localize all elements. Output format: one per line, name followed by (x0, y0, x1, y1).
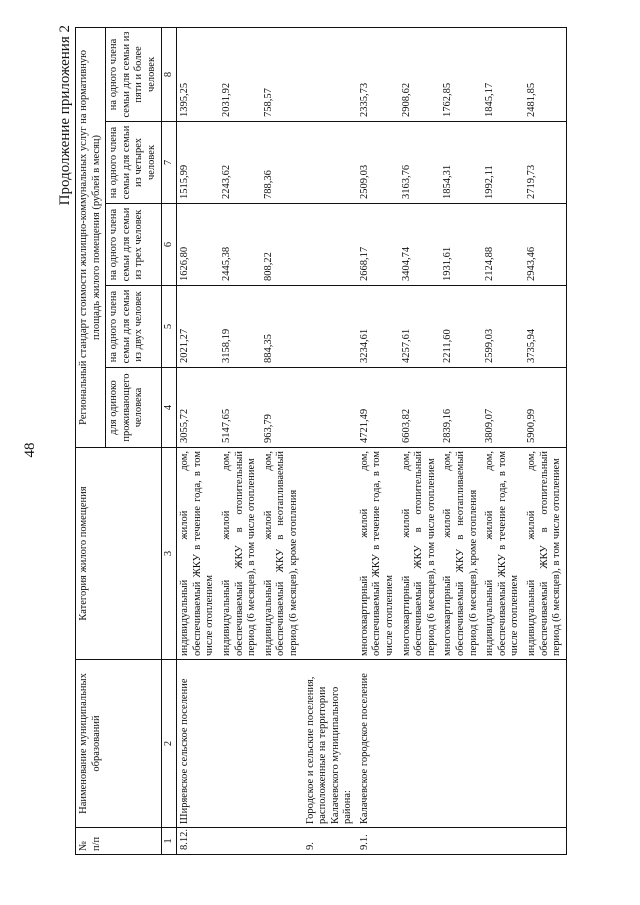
row-number: 9.1. (357, 828, 399, 855)
column-number: 3 (161, 448, 177, 660)
tariff-value: 5900,99 (524, 368, 566, 448)
tariff-value: 4721,49 (357, 368, 399, 448)
municipality-name (261, 660, 303, 828)
tariff-value: 2719,73 (524, 122, 566, 204)
row-number (440, 828, 482, 855)
tariff-value: 758,57 (261, 27, 303, 121)
tariff-value: 2908,62 (399, 27, 441, 121)
tariff-value: 884,35 (261, 286, 303, 368)
header-four-person-family: на одного члена семьи для семьи из четырех человек (106, 122, 161, 204)
header-three-person-family: на одного члена семьи для семьи из трех человек (106, 204, 161, 286)
tariff-value: 2943,46 (524, 204, 566, 286)
tariff-value: 1854,31 (440, 122, 482, 204)
housing-category: индивидуальный жилой дом, обеспечиваемый ЖКУ в течение года, в том числе отоплением (177, 448, 219, 660)
table-row (177, 27, 219, 854)
tariff-value: 2211,60 (440, 286, 482, 368)
municipality-name (440, 660, 482, 828)
header-single-person: для одиноко проживающего человека (106, 368, 161, 448)
tariff-value: 1395,25 (177, 27, 219, 121)
municipality-name (399, 660, 441, 828)
tariff-value (303, 204, 357, 286)
tariff-value: 1845,17 (482, 27, 524, 121)
continuation-label: Продолжение приложения 2 (57, 25, 73, 206)
tariff-value (303, 27, 357, 121)
header-five-plus-family: на одного члена семьи для семьи из пяти и более человек (106, 27, 161, 121)
housing-category: многоквартирный жилой дом, обеспечиваемый ЖКУ в течение года, в том числе отоплением (357, 448, 399, 660)
column-number: 2 (161, 660, 177, 828)
tariff-value: 3404,74 (399, 204, 441, 286)
tariff-value: 2599,03 (482, 286, 524, 368)
tariff-value: 2839,16 (440, 368, 482, 448)
municipality-name (219, 660, 261, 828)
tariff-value: 3234,61 (357, 286, 399, 368)
header-standard: Региональный стандарт стоимости жилищно-коммунальных услуг на нормативную площадь жилого помещения (рублей в месяц) (76, 27, 106, 447)
tariff-value: 2124,88 (482, 204, 524, 286)
housing-category: многоквартирный жилой дом, обеспечиваемый ЖКУ в отопительный период (6 месяцев), в том числе отоплением (399, 448, 441, 660)
header-category: Категория жилого помещения (76, 448, 162, 660)
tariff-value (303, 122, 357, 204)
tariff-value: 2021,27 (177, 286, 219, 368)
tariff-value: 1762,85 (440, 27, 482, 121)
tariff-value: 1992,11 (482, 122, 524, 204)
tariff-value: 3163,76 (399, 122, 441, 204)
tariff-value (303, 286, 357, 368)
tariff-value: 2243,62 (219, 122, 261, 204)
row-number: 8.12. (177, 828, 219, 855)
header-two-person-family: на одного члена семьи для семьи из двух человек (106, 286, 161, 368)
table-row (219, 27, 261, 854)
page-number: 48 (22, 442, 38, 458)
column-number: 8 (161, 27, 177, 121)
tariff-value (303, 368, 357, 448)
row-number (524, 828, 566, 855)
column-number: 6 (161, 204, 177, 286)
tariff-value: 788,36 (261, 122, 303, 204)
tariff-value: 3158,19 (219, 286, 261, 368)
table-body (177, 27, 567, 854)
tariff-value: 4257,61 (399, 286, 441, 368)
table-row (303, 27, 357, 854)
tariff-value: 1626,80 (177, 204, 219, 286)
column-number: 5 (161, 286, 177, 368)
tariff-value: 2481,85 (524, 27, 566, 121)
housing-category: многоквартирный жилой дом, обеспечиваемый ЖКУ в неотапливаемый период (6 месяцев), кроме отопления (440, 448, 482, 660)
tariff-value: 1515,99 (177, 122, 219, 204)
tariff-value: 808,22 (261, 204, 303, 286)
municipality-name: Калачевское городское поселение (357, 660, 399, 828)
table-row (440, 27, 482, 854)
tariff-value: 6603,82 (399, 368, 441, 448)
tariff-value: 2445,38 (219, 204, 261, 286)
header-name: Наименование муниципальных образований (76, 660, 162, 828)
municipality-name: Городское и сельские поселения, расположенные на территории Калачевского муниципального района: (303, 660, 357, 828)
column-number: 4 (161, 368, 177, 448)
tariff-value: 3809,07 (482, 368, 524, 448)
table-row (357, 27, 399, 854)
column-number: 1 (161, 828, 177, 855)
table-row (399, 27, 441, 854)
header-num: № п/п (76, 828, 162, 855)
tariff-value: 2668,17 (357, 204, 399, 286)
table-row (482, 27, 524, 854)
tariff-value: 963,79 (261, 368, 303, 448)
row-number (399, 828, 441, 855)
tariff-table (75, 27, 567, 855)
tariff-value: 3055,72 (177, 368, 219, 448)
tariff-value: 2031,92 (219, 27, 261, 121)
housing-category: индивидуальный жилой дом, обеспечиваемый ЖКУ в отопительный период (6 месяцев), в том числе отоплением (219, 448, 261, 660)
municipality-name (524, 660, 566, 828)
municipality-name (482, 660, 524, 828)
row-number (482, 828, 524, 855)
housing-category: индивидуальный жилой дом, обеспечиваемый ЖКУ в неотапливаемый период (6 месяцев), кроме отопления (261, 448, 303, 660)
tariff-value: 1931,61 (440, 204, 482, 286)
housing-category: индивидуальный жилой дом, обеспечиваемый ЖКУ в течение года, в том числе отоплением (482, 448, 524, 660)
row-number: 9. (303, 828, 357, 855)
tariff-value: 2335,73 (357, 27, 399, 121)
housing-category (303, 448, 357, 660)
tariff-value: 3735,94 (524, 286, 566, 368)
table-row (524, 27, 566, 854)
table-row (261, 27, 303, 854)
column-number: 7 (161, 122, 177, 204)
housing-category: индивидуальный жилой дом, обеспечиваемый ЖКУ в отопительный период (6 месяцев), в том числе отоплением (524, 448, 566, 660)
municipality-name: Ширяевское сельское поселение (177, 660, 219, 828)
tariff-value: 5147,65 (219, 368, 261, 448)
row-number (219, 828, 261, 855)
tariff-value: 2509,03 (357, 122, 399, 204)
row-number (261, 828, 303, 855)
